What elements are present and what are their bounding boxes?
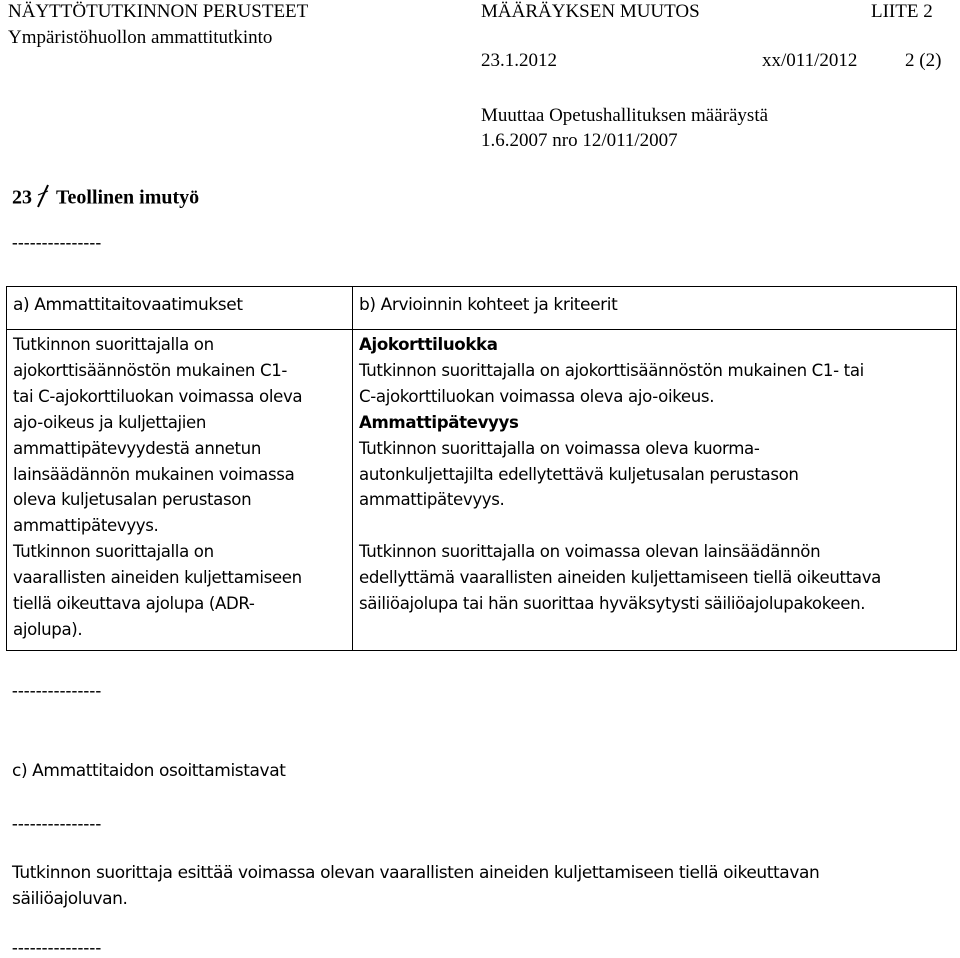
- doc-subtitle: Ympäristöhuollon ammattitutkinto: [8, 27, 273, 48]
- col-a-line: tiellä oikeuttava ajolupa (ADR-: [13, 594, 255, 614]
- doc-reference: xx/011/2012: [762, 50, 858, 71]
- col-a-line: ajolupa).: [13, 619, 83, 639]
- amendment-note-line1: Muuttaa Opetushallituksen määräystä: [481, 105, 769, 126]
- section-number: 23: [12, 186, 32, 209]
- section-title: [12, 183, 199, 215]
- separator: ---------------: [12, 233, 102, 252]
- criteria-table: [6, 286, 957, 651]
- col-a-line: ammattipätevyydestä annetun: [13, 438, 262, 458]
- criteria-line: edellyttämä vaarallisten aineiden kuljettamiseen tiellä oikeuttava: [359, 568, 881, 588]
- col-a-line: Tutkinnon suorittajalla on: [13, 335, 214, 354]
- col-a-line: vaarallisten aineiden kuljettamiseen: [13, 568, 302, 588]
- section-name: Teollinen imutyö: [56, 186, 200, 209]
- criteria-line: säiliöajolupa tai hän suorittaa hyväksytysti säiliöajolupakokeen.: [359, 594, 866, 614]
- doc-title: NÄYTTÖTUTKINNON PERUSTEET: [8, 1, 309, 22]
- separator: ---------------: [12, 814, 102, 833]
- criteria-heading-competence: Ammattipätevyys: [359, 412, 519, 432]
- col-a-line: oleva kuljetusalan perustason: [13, 490, 252, 510]
- section-c-text-line2: säiliöajoluvan.: [12, 889, 128, 909]
- criteria-line: ammattipätevyys.: [359, 490, 505, 510]
- col-a-line: ajokorttisäännöstön mukainen C1-: [13, 360, 288, 380]
- col-b-cell: [353, 330, 957, 651]
- col-a-line: tai C-ajokorttiluokan voimassa oleva: [13, 386, 303, 406]
- criteria-line: Tutkinnon suorittajalla on voimassa olevan lainsäädännön: [359, 542, 821, 562]
- col-a-header: a) Ammattitaitovaatimukset: [7, 287, 353, 330]
- criteria-line: Tutkinnon suorittajalla on ajokorttisäännöstön mukainen C1- tai: [359, 360, 864, 380]
- col-a-line: lainsäädännön mukainen voimassa: [13, 464, 295, 484]
- col-a-line: ammattipätevyys.: [13, 516, 159, 536]
- col-b-header: b) Arvioinnin kohteet ja kriteerit: [353, 287, 957, 330]
- col-a-cell: [7, 330, 353, 651]
- section-c-heading: c) Ammattitaidon osoittamistavat: [12, 761, 286, 781]
- criteria-line: Tutkinnon suorittajalla on voimassa oleva kuorma-: [359, 438, 760, 458]
- separator: ---------------: [12, 681, 102, 700]
- table-header-row: [7, 287, 957, 330]
- section-c-text-line1: Tutkinnon suorittaja esittää voimassa olevan vaarallisten aineiden kuljettamiseen tiellä oikeuttavan: [12, 863, 820, 883]
- col-a-line: ajo-oikeus ja kuljettajien: [13, 412, 207, 432]
- page-number: 2 (2): [905, 50, 942, 71]
- section-sign-icon: [36, 183, 50, 215]
- separator: ---------------: [12, 938, 102, 957]
- table-body-row: [7, 330, 957, 651]
- doc-date: 23.1.2012: [481, 50, 557, 71]
- paragraph-gap: [359, 513, 956, 539]
- change-title: MÄÄRÄYKSEN MUUTOS: [481, 1, 700, 22]
- col-a-line: Tutkinnon suorittajalla on: [13, 542, 214, 562]
- criteria-line: C-ajokorttiluokan voimassa oleva ajo-oikeus.: [359, 386, 715, 406]
- criteria-line: autonkuljettajilta edellytettävä kuljetusalan perustason: [359, 464, 799, 484]
- appendix-label: LIITE 2: [871, 1, 933, 22]
- amendment-note-line2: 1.6.2007 nro 12/011/2007: [481, 130, 678, 151]
- criteria-heading-license: Ajokorttiluokka: [359, 335, 498, 354]
